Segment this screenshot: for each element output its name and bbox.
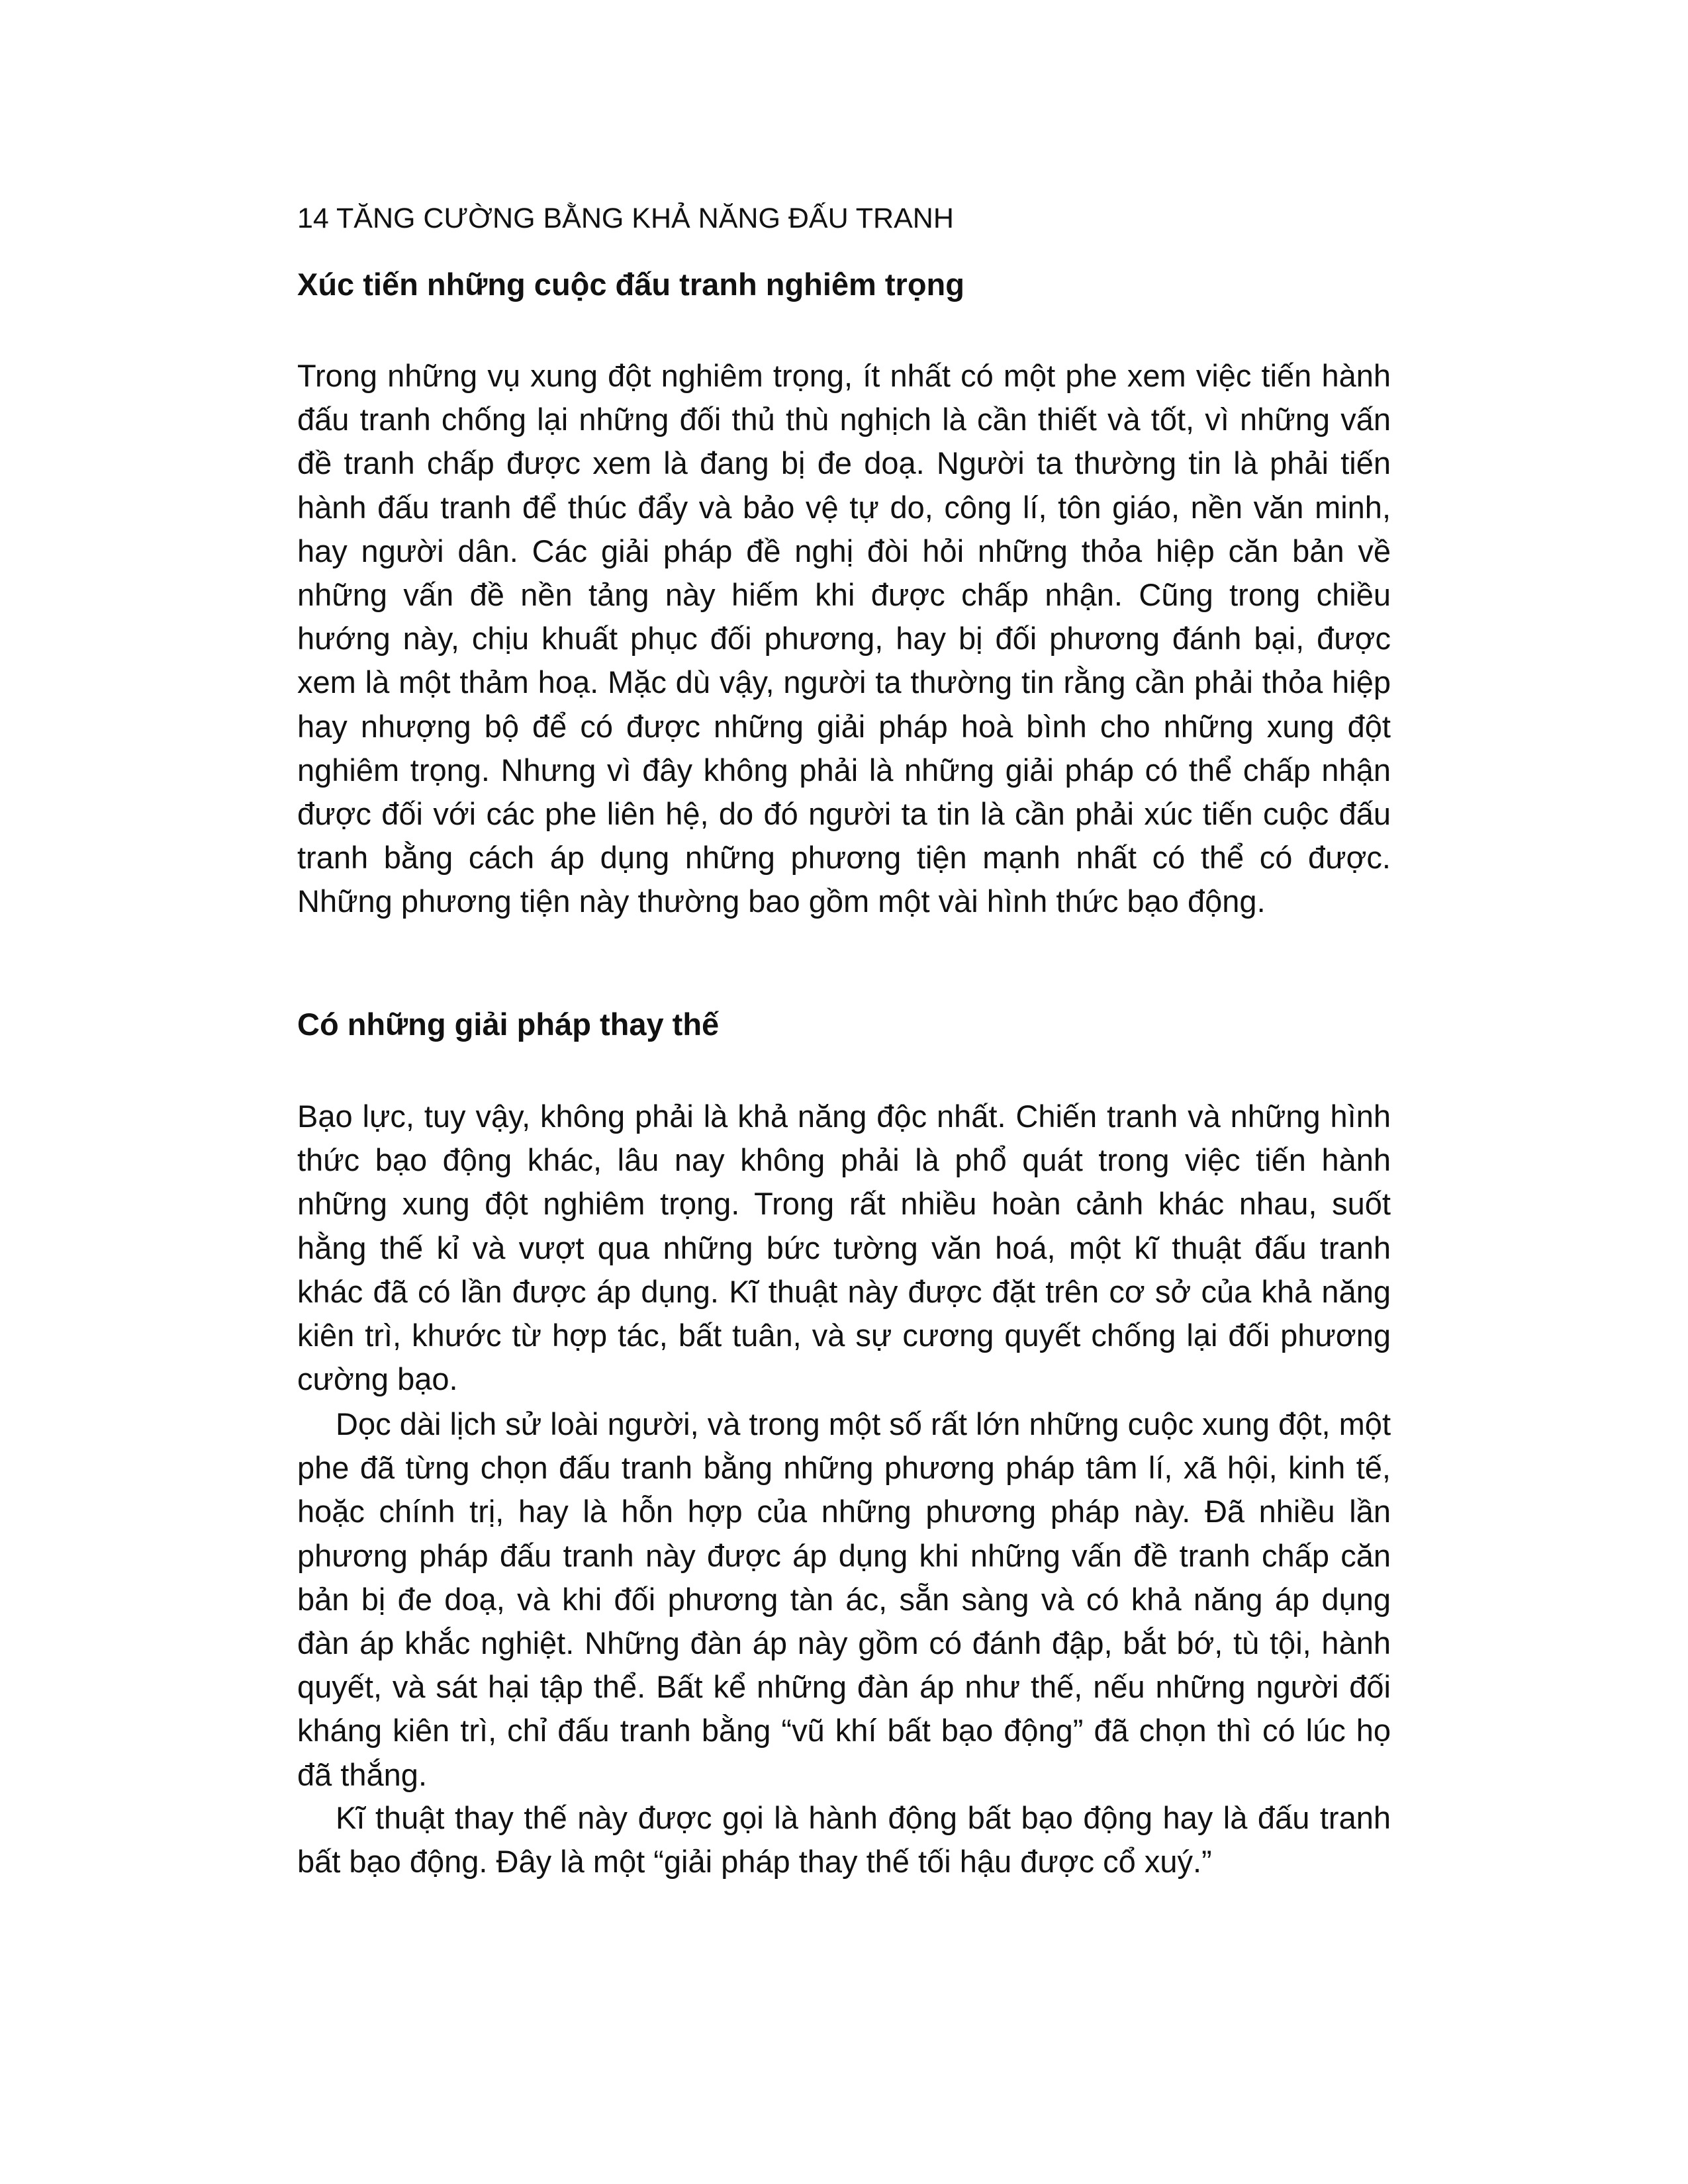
section-heading-1: Xúc tiến những cuộc đấu tranh nghiêm trọng — [297, 267, 964, 302]
section-heading-2: Có những giải pháp thay thế — [297, 1007, 720, 1042]
running-head: 14 TĂNG CƯỜNG BẰNG KHẢ NĂNG ĐẤU TRANH — [297, 203, 954, 234]
paragraph-3: Dọc dài lịch sử loài người, và trong một số rất lớn những cuộc xung đột, một phe đã từng chọn đấu tranh bằng những phương pháp tâm lí, xã hội, kinh tế, hoặc chính trị, hay là hỗn hợp của những phương pháp này. Đã nhiều lần phương pháp đấu tranh này được áp dụng khi những vấn đề tranh chấp căn bản bị đe doạ, và khi đối phương tàn ác, sẵn sàng và có khả năng áp dụng đàn áp khắc nghiệt. Những đàn áp này gồm có đánh đập, bắt bớ, tù tội, hành quyết, và sát hại tập thể. Bất kể những đàn áp như thế, nếu những người đối kháng kiên trì, chỉ đấu tranh bằng “vũ khí bất bạo động” đã chọn thì có lúc họ đã thắng. — [297, 1406, 1391, 1792]
paragraph-4: Kĩ thuật thay thế này được gọi là hành động bất bạo động hay là đấu tranh bất bạo động. Đây là một “giải pháp thay thế tối hậu được cổ xuý.” — [297, 1800, 1391, 1880]
paragraph-2: Bạo lực, tuy vậy, không phải là khả năng độc nhất. Chiến tranh và những hình thức bạo động khác, lâu nay không phải là phổ quát trong việc tiến hành những xung đột nghiêm trọng. Trong rất nhiều hoàn cảnh khác nhau, suốt hằng thế kỉ và vượt qua những bức tường văn hoá, một kĩ thuật đấu tranh khác đã có lần được áp dụng. Kĩ thuật này được đặt trên cơ sở của khả năng kiên trì, khước từ hợp tác, bất tuân, và sự cương quyết chống lại đối phương cường bạo. — [297, 1099, 1391, 1397]
document-page — [297, 0, 1391, 2184]
paragraph-1: Trong những vụ xung đột nghiêm trọng, ít nhất có một phe xem việc tiến hành đấu tranh chống lại những đối thủ thù nghịch là cần thiết và tốt, vì những vấn đề tranh chấp được xem là đang bị đe doạ. Người ta thường tin là phải tiến hành đấu tranh để thúc đẩy và bảo vệ tự do, công lí, tôn giáo, nền văn minh, hay người dân. Các giải pháp đề nghị đòi hỏi những thỏa hiệp căn bản về những vấn đề nền tảng này hiếm khi được chấp nhận. Cũng trong chiều hướng này, chịu khuất phục đối phương, hay bị đối phương đánh bại, được xem là một thảm hoạ. Mặc dù vậy, người ta thường tin rằng cần phải thỏa hiệp hay nhượng bộ để có được những giải pháp hoà bình cho những xung đột nghiêm trọng. Nhưng vì đây không phải là những giải pháp có thể chấp nhận được đối với các phe liên hệ, do đó người ta tin là cần phải xúc tiến cuộc đấu tranh bằng cách áp dụng những phương tiện mạnh nhất có thể có được. Những phương tiện này thường bao gồm một vài hình thức bạo động. — [297, 358, 1391, 919]
